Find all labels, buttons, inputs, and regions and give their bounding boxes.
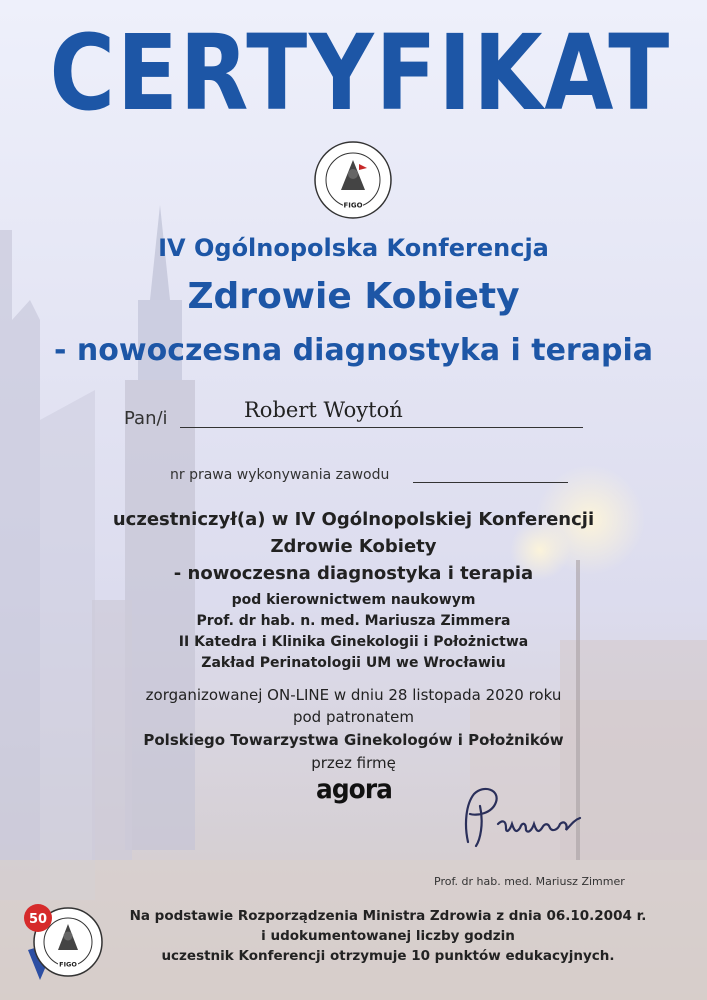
participant-name: Robert Woytoń (244, 398, 403, 422)
license-number-label: nr prawa wykonywania zawodu (170, 467, 390, 483)
participation-statement: uczestniczył(a) w IV Ogólnopolskiej Konferencji (112, 509, 595, 530)
organization-details: zorganizowanej ON-LINE w dniu 28 listopada 2020 roku (145, 686, 562, 704)
body-conference-subtitle: - nowoczesna diagnostyka i terapia (173, 563, 534, 584)
scientific-leader: Prof. dr hab. n. med. Mariusza Zimmera (196, 613, 511, 629)
conference-name: Zdrowie Kobiety (187, 276, 520, 317)
conference-subtitle: - nowoczesna diagnostyka i terapia (54, 333, 653, 368)
participant-label: Pan/i (124, 408, 168, 429)
body-conference-name: Zdrowie Kobiety (270, 536, 437, 557)
license-number-line (413, 482, 568, 483)
society-seal-icon (313, 140, 393, 220)
scientific-leadership-label: pod kierownictwem naukowym (231, 592, 476, 608)
agora-logo: agora (315, 774, 393, 805)
unit-name: Zakład Perinatologii UM we Wrocławiu (201, 655, 506, 671)
company-label: przez firmę (311, 754, 396, 772)
patronage-label: pod patronatem (292, 708, 415, 726)
svg-text:FIGO: FIGO (59, 960, 77, 969)
anniversary-number: 50 (28, 912, 48, 927)
anniversary-seal-icon (20, 900, 106, 986)
handwritten-signature (440, 784, 610, 854)
certificate-title: CERTYFIKAT (49, 12, 672, 134)
signatory-name: Prof. dr hab. med. Mariusz Zimmer (434, 875, 625, 888)
footer-regulation-line: Na podstawie Rozporządzenia Ministra Zdrowia z dnia 06.10.2004 r. (129, 908, 647, 924)
department-name: II Katedra i Klinika Ginekologii i Położnictwa (178, 634, 529, 650)
footer-points-line: uczestnik Konferencji otrzymuje 10 punktów edukacyjnych. (161, 948, 615, 964)
seal-figo-badge: FIGO (343, 201, 363, 210)
society-name: Polskiego Towarzystwa Ginekologów i Położników (143, 731, 564, 749)
footer-hours-line: i udokumentowanej liczby godzin (261, 928, 515, 944)
conference-edition: IV Ogólnopolska Konferencja (158, 234, 549, 262)
participant-name-line (180, 427, 583, 428)
